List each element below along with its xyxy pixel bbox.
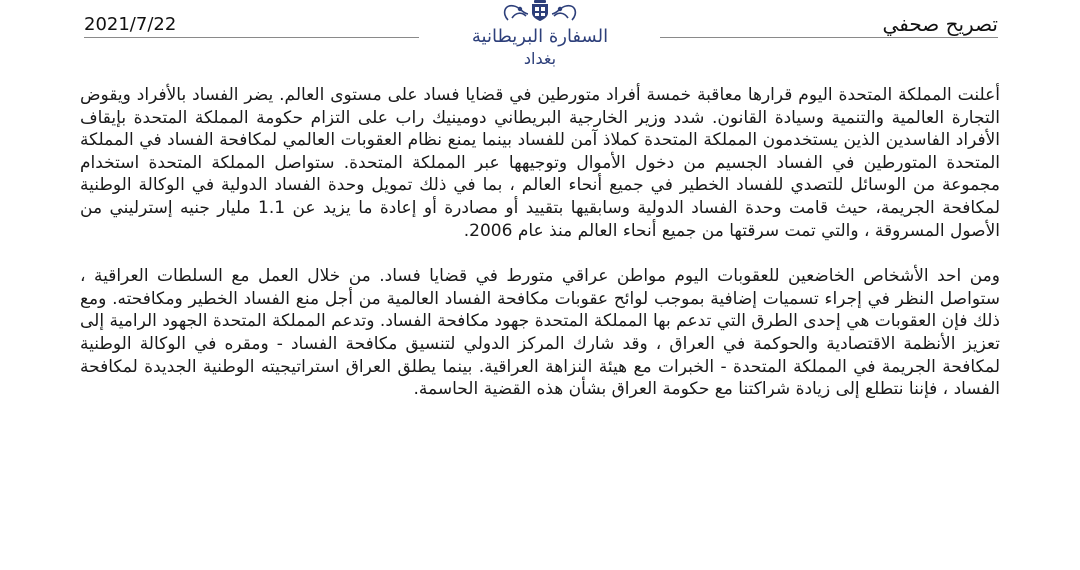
embassy-name: السفارة البريطانية — [471, 26, 609, 47]
header-divider-left — [84, 37, 419, 38]
embassy-city: بغداد — [523, 49, 557, 68]
press-release-body — [80, 84, 1000, 401]
document-title: تصريح صحفي — [882, 12, 998, 36]
letterhead — [0, 0, 1080, 80]
header-divider-right — [660, 37, 998, 38]
press-release-date: 2021/7/22 — [84, 14, 177, 35]
paragraph-iraq-cooperation: ومن احد الأشخاص الخاضعين للعقوبات اليوم مواطن عراقي متورط في قضايا فساد. من خلال العمل مع السلطات العراقية ، ستواصل النظر في إجراء تسميات إضافية بموجب لوائح عقوبات مكافحة الفساد العالمية من أجل منع الفساد الخطير ومكافحته. ومع ذلك فإن العقوبات هي إحدى الطرق التي تدعم بها المملكة المتحدة جهود مكافحة الفساد. وتدعم المملكة المتحدة الجهود الرامية إلى تعزيز الأنظمة الاقتصادية والحوكمة في العراق ، وقد شارك المركز الدولي لتنسيق مكافحة الفساد - ومقره في الوكالة الوطنية لمكافحة الجريمة في المملكة المتحدة - الخبرات مع هيئة النزاهة العراقية. بينما يطلق العراق استراتيجيته الوطنية الجديدة لمكافحة الفساد ، فإننا نتطلع إلى زيادة شراكتنا مع حكومة العراق بشأن هذه القضية الحاسمة. — [80, 266, 1000, 400]
royal-coat-of-arms-icon — [498, 0, 582, 22]
paragraph-sanctions-announcement: أعلنت المملكة المتحدة اليوم قرارها معاقبة خمسة أفراد متورطين في قضايا فساد على مستوى العالم. يضر الفساد بالأفراد ويقوض التجارة العالمية والتنمية وسيادة القانون. شدد وزير الخارجية البريطاني دومينيك راب على التزام حكومة المملكة المتحدة بإيقاف الأفراد الفاسدين الذين يستخدمون المملكة المتحدة كملاذ آمن للفساد بينما يمنع نظام العقوبات العالمي لمكافحة الفساد في المملكة المتحدة المتورطين في الفساد الجسيم من دخول الأموال وتوجيهها عبر المملكة المتحدة. ستواصل المملكة المتحدة استخدام مجموعة من الوسائل للتصدي للفساد الخطير في جميع أنحاء العالم ، بما في ذلك تمويل وحدة الفساد الدولية في الوكالة الوطنية لمكافحة الجريمة، حيث قامت وحدة الفساد الدولية وسابقيها بتقييد أو مصادرة أو إعادة ما يزيد عن 1.1 مليار جنيه إسترليني من الأصول المسروقة ، والتي تمت سرقتها من جميع أنحاء العالم منذ عام 2006. — [80, 85, 1000, 241]
